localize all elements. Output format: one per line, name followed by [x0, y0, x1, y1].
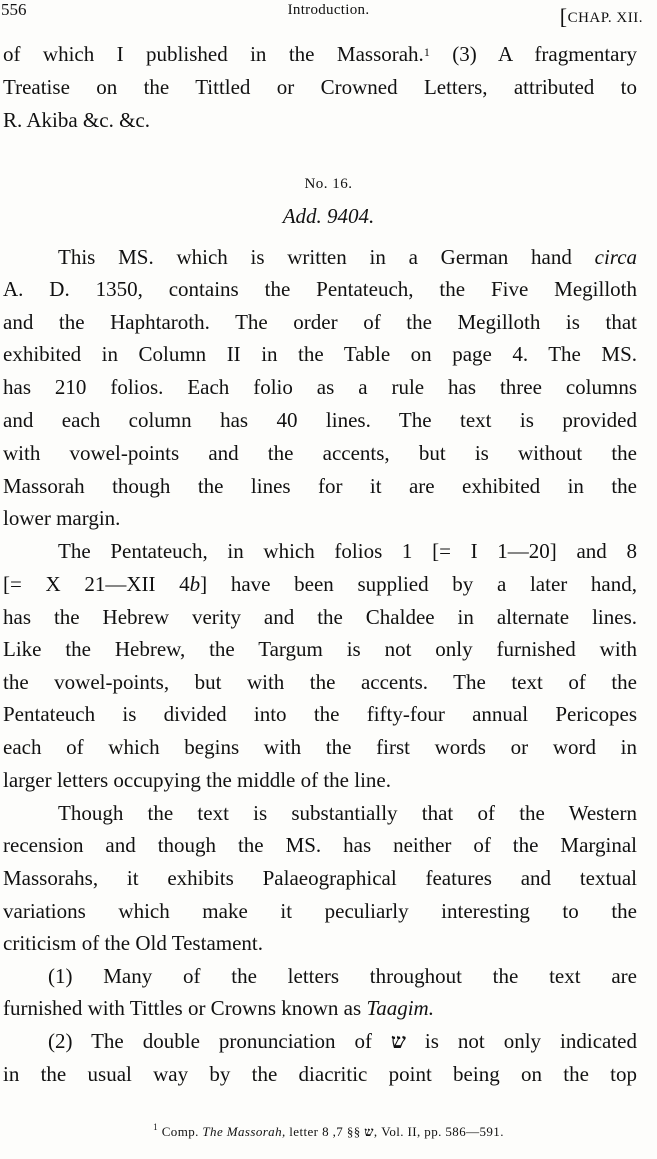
text-segment: furnished with Tittles or Crowns known as	[3, 996, 362, 1020]
text-line: R. Akiba &c. &c.	[3, 108, 150, 132]
italic-text: The Massorah,	[202, 1124, 286, 1139]
text-line: the vowel-points, but with the accents. The text of the	[3, 670, 637, 694]
text-segment: Comp.	[161, 1124, 199, 1139]
text-line	[3, 568, 637, 600]
text-line: Massorah though the lines for it are exhibited in the	[3, 474, 637, 498]
text-line: The Pentateuch, in which folios 1 [= I 1—20] and 8	[58, 539, 637, 563]
text-line: (1) Many of the letters throughout the text are	[48, 964, 637, 988]
text-line: criticism of the Old Testament.	[3, 931, 263, 955]
text-segment: (2) The double pronunciation of	[48, 1029, 373, 1053]
text-segment: (3) A fragmentary	[452, 42, 637, 66]
text-line	[58, 241, 637, 273]
text-segment: [= X 21—XII 4	[3, 572, 190, 596]
italic-text: Taagim.	[366, 996, 434, 1020]
page-header	[0, 0, 657, 29]
italic-text: circa	[594, 245, 638, 269]
text-line: each of which begins with the first words or word in	[3, 735, 637, 759]
text-segment: §§ 7, 8, Vol. II, pp. 586—591.	[322, 1124, 504, 1139]
text-line: A. D. 1350, contains the Pentateuch, the Five Megilloth	[3, 277, 637, 301]
page-number: 556	[1, 0, 27, 19]
text-line	[3, 992, 637, 1024]
text-line: and the Haphtaroth. The order of the Megilloth is that	[3, 310, 637, 334]
text-line: Treatise on the Tittled or Crowned Letters, attributed to	[3, 75, 637, 99]
text-line: larger letters occupying the middle of the line.	[3, 768, 391, 792]
section-number: No. 16.	[304, 176, 353, 192]
text-line: Massorahs, it exhibits Palaeographical features and textual	[3, 866, 637, 890]
footnote	[0, 1124, 657, 1140]
text-line: exhibited in Column II in the Table on page 4. The MS.	[3, 342, 637, 366]
chapter-text: CHAP. XII.	[567, 10, 643, 26]
section-title: Add. 9404.	[282, 204, 375, 228]
text-line: has 210 folios. Each folio as a rule has three columns	[3, 375, 637, 399]
hebrew-letter: ש	[364, 1125, 374, 1140]
text-line: has the Hebrew verity and the Chaldee in alternate lines.	[3, 605, 637, 629]
text-line: and each column has 40 lines. The text is provided	[3, 408, 637, 432]
hebrew-letter: ש	[391, 1028, 406, 1053]
text-line: in the usual way by the diacritic point being on the top	[3, 1062, 637, 1086]
text-line: Pentateuch is divided into the fifty-four annual Pericopes	[3, 702, 637, 726]
text-line: recension and though the MS. has neither of the Marginal	[3, 833, 637, 857]
text-line: Though the text is substantially that of the Western	[58, 801, 637, 825]
text-segment: letter	[289, 1124, 319, 1139]
text-line	[3, 38, 637, 70]
footnote-marker: 1	[153, 1122, 159, 1132]
text-segment: ] have been supplied by a later hand,	[200, 572, 637, 596]
text-line: with vowel-points and the accents, but is without the	[3, 441, 637, 465]
italic-text: b	[189, 572, 201, 596]
text-line: lower margin.	[3, 506, 121, 530]
text-segment: This MS. which is written in a German hand	[58, 245, 572, 269]
running-title: Introduction.	[287, 2, 370, 18]
chapter-bracket: [	[559, 4, 568, 29]
chapter-label	[560, 2, 643, 28]
text-segment: of which I published in the Massorah.	[3, 42, 424, 66]
text-line: variations which make it peculiarly interesting to the	[3, 899, 637, 923]
text-line: Like the Hebrew, the Targum is not only furnished with	[3, 637, 637, 661]
text-segment: is not only indicated	[424, 1029, 638, 1053]
text-line	[48, 1025, 637, 1057]
footnote-marker: 1	[423, 45, 430, 59]
